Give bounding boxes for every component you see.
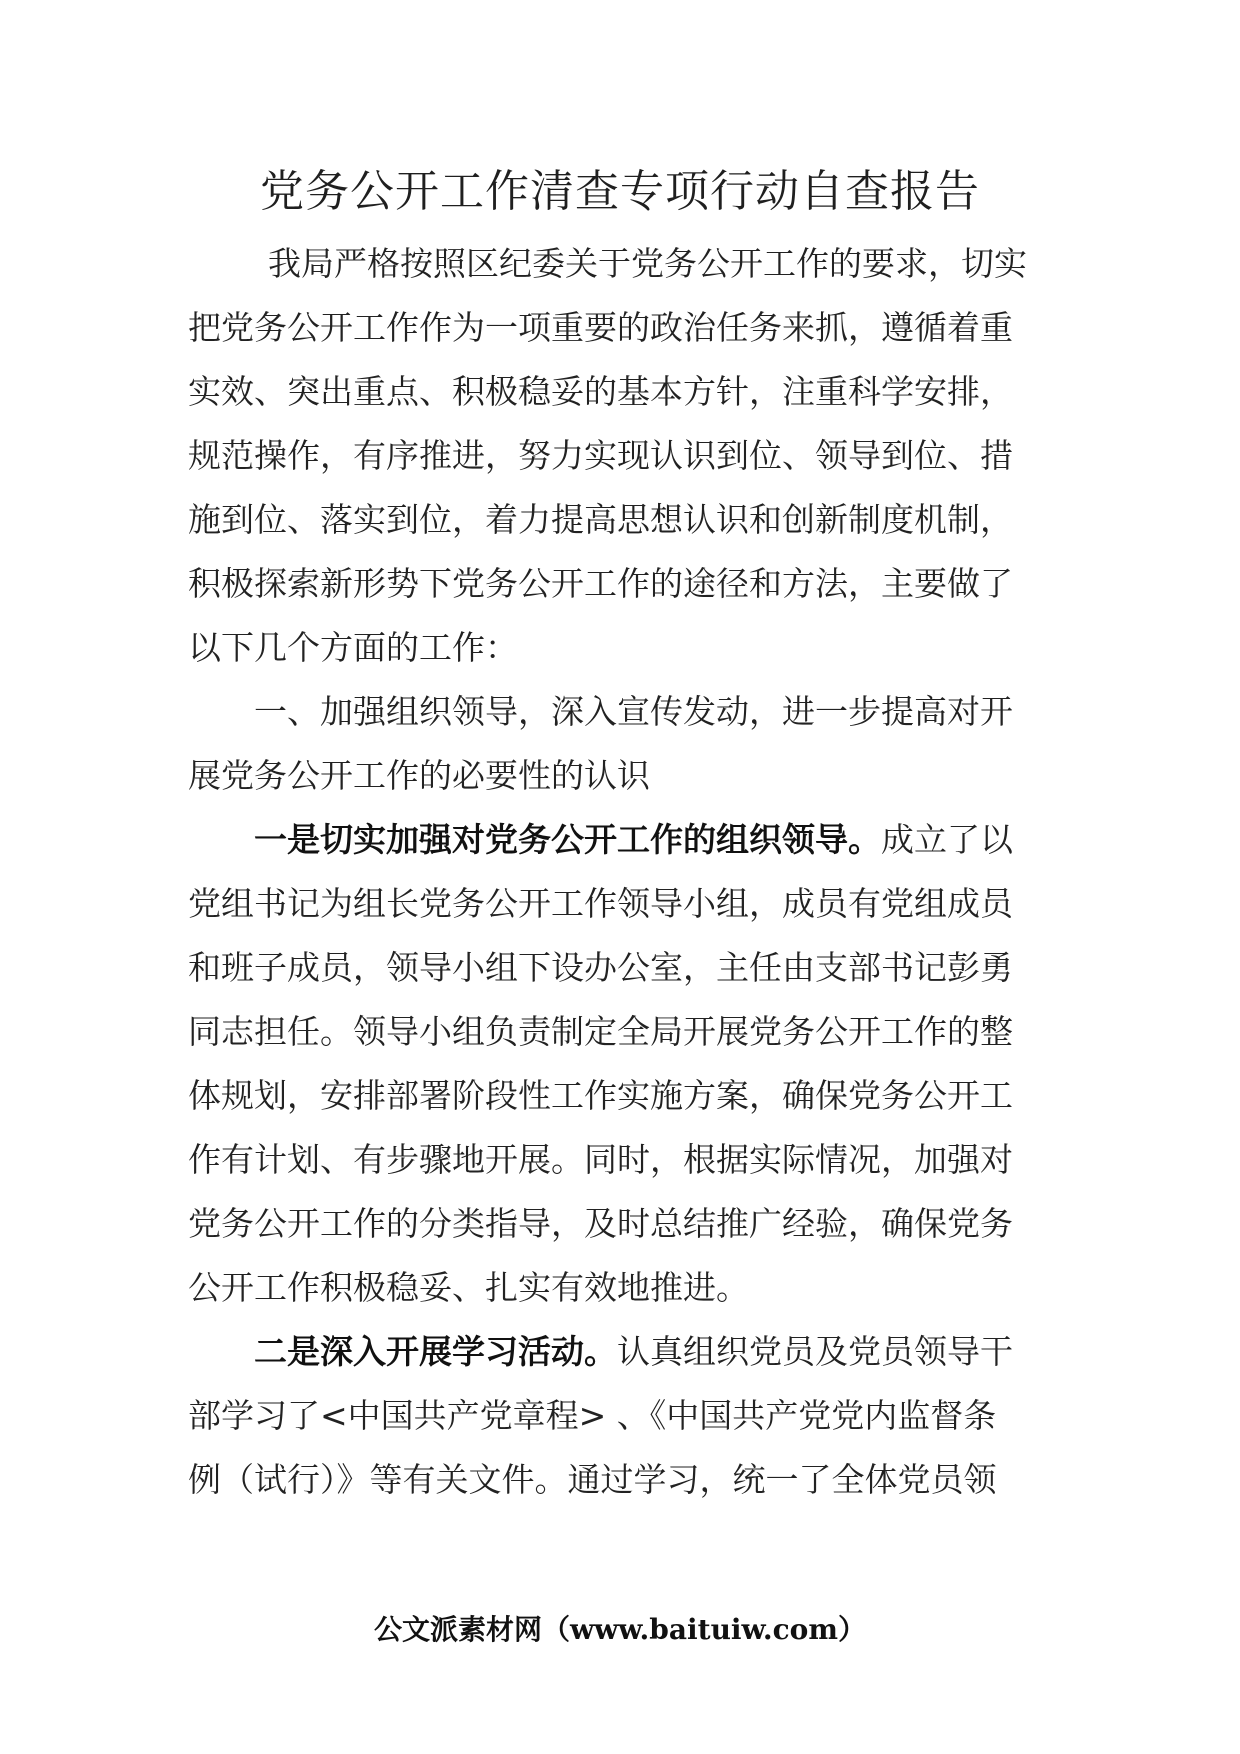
paragraph-line: 规范操作，有序推进，努力实现认识到位、领导到位、措 [188,436,1013,475]
paragraph-line: 党务公开工作的分类指导，及时总结推广经验，确保党务 [188,1204,1013,1243]
section-heading-line: 展党务公开工作的必要性的认识 [188,756,650,795]
paragraph-line: 例（试行）》等有关文件。通过学习，统一了全体党员领 [188,1460,997,1499]
document-body [188,232,1068,1512]
paragraph-text: 成立了以 [881,820,1013,859]
paragraph-line: 公开工作积极稳妥、扎实有效地推进。 [188,1268,749,1307]
paragraph-first-line [188,1320,1068,1384]
paragraph-line: 党组书记为组长党务公开工作领导小组，成员有党组成员 [188,884,1013,923]
section-heading-line: 一、加强组织领导，深入宣传发动，进一步提高对开 [254,692,1013,731]
paragraph-line: 积极探索新形势下党务公开工作的途径和方法，主要做了 [188,564,1013,603]
paragraph-line: 部学习了<中国共产党章程> 、《中国共产党党内监督条 [188,1396,997,1435]
paragraph-line: 施到位、落实到位，着力提高思想认识和创新制度机制， [188,500,1013,539]
paragraph-text: 认真组织党员及党员领导干 [617,1332,1013,1371]
paragraph-line: 我局严格按照区纪委关于党务公开工作的要求，切实 [268,244,1027,283]
paragraph-line: 同志担任。领导小组负责制定全局开展党务公开工作的整 [188,1012,1013,1051]
paragraph-line: 作有计划、有步骤地开展。同时，根据实际情况，加强对 [188,1140,1013,1179]
paragraph-line: 和班子成员，领导小组下设办公室，主任由支部书记彭勇 [188,948,1013,987]
document-title: 党务公开工作清查专项行动自查报告 [260,166,980,217]
paragraph-line: 实效、突出重点、积极稳妥的基本方针，注重科学安排， [188,372,1013,411]
paragraph-line: 体规划，安排部署阶段性工作实施方案，确保党务公开工 [188,1076,1013,1115]
bold-lead-text: 二是深入开展学习活动。 [254,1332,617,1371]
paragraph-line: 以下几个方面的工作： [188,628,518,667]
paragraph-line: 把党务公开工作作为一项重要的政治任务来抓，遵循着重 [188,308,1013,347]
footer-watermark: 公文派素材网（www.baituiw.com） [374,1613,866,1646]
bold-lead-text: 一是切实加强对党务公开工作的组织领导。 [254,820,881,859]
paragraph-first-line [188,808,1068,872]
